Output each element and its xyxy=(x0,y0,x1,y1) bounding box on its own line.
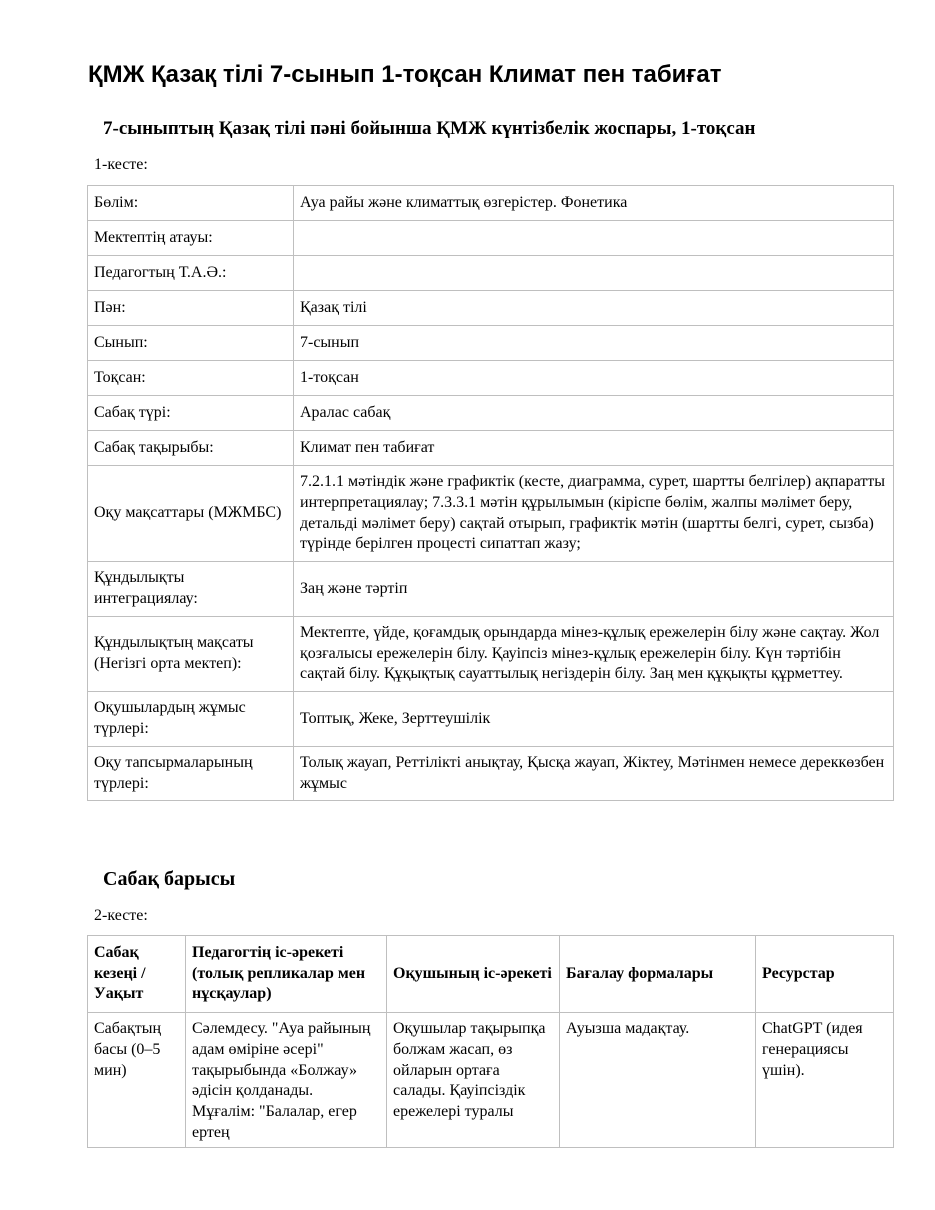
assessment-cell xyxy=(560,1013,756,1148)
page-title: ҚМЖ Қазақ тілі 7-сынып 1-тоқсан Климат пен табиғат xyxy=(88,61,722,88)
table2-caption: 2-кесте: xyxy=(94,907,148,924)
row-label: Құндылықты интеграциялау: xyxy=(88,562,294,617)
table-row xyxy=(88,291,894,326)
document-subtitle: 7-сыныптың Қазақ тілі пәні бойынша ҚМЖ күнтізбелік жоспары, 1-тоқсан xyxy=(103,118,756,139)
cell-text: Оқушылар тақырыпқа болжам жасап, өз ойларын ортаға салады. Қауіпсіздік ережелері туралы xyxy=(393,1020,546,1121)
column-header: Сабақ кезеңі / Уақыт xyxy=(88,936,186,1013)
row-value xyxy=(294,256,894,291)
row-value: Аралас сабақ xyxy=(294,396,894,431)
section-title: Сабақ барысы xyxy=(103,868,236,890)
cell-text: Сабақтың басы (0–5 мин) xyxy=(94,1020,162,1079)
stage-cell xyxy=(88,1013,186,1148)
student-activity-cell xyxy=(387,1013,560,1148)
row-value: Мектепте, үйде, қоғамдық орындарда мінез-құлық ережелерін білу және сақтау. Жол қозғалысы ережелерін білу. Қауіпсіз мінез-құлық ережелерін білу. Күн тәртібін сақтай білу. Құқықтық сауаттылық негіздерін білу. Заң мен құқықты құрметтеу. xyxy=(294,616,894,691)
row-label: Құндылықтың мақсаты (Негізгі орта мектеп): xyxy=(88,616,294,691)
cell-text: Ауызша мадақтау. xyxy=(566,1020,690,1037)
table-row xyxy=(88,616,894,691)
row-label: Бөлім: xyxy=(88,186,294,221)
column-header: Оқушының іс-әрекеті xyxy=(387,936,560,1013)
column-header: Ресурстар xyxy=(756,936,894,1013)
row-label: Пән: xyxy=(88,291,294,326)
row-value: Заң және тәртіп xyxy=(294,562,894,617)
row-value: Климат пен табиғат xyxy=(294,431,894,466)
table-row xyxy=(88,466,894,562)
row-label: Тоқсан: xyxy=(88,361,294,396)
row-label: Оқушылардың жұмыс түрлері: xyxy=(88,692,294,747)
table-row xyxy=(88,186,894,221)
row-value: Топтық, Жеке, Зерттеушілік xyxy=(294,692,894,747)
cell-text: ChatGPT (идея генерациясы үшін). xyxy=(762,1020,863,1079)
table-row xyxy=(88,692,894,747)
row-label: Сабақ түрі: xyxy=(88,396,294,431)
table-row xyxy=(88,256,894,291)
row-value: 7-сынып xyxy=(294,326,894,361)
row-label: Оқу мақсаттары (МЖМБС) xyxy=(88,466,294,562)
table1-caption: 1-кесте: xyxy=(94,156,148,173)
row-value: 7.2.1.1 мәтіндік және графиктік (кесте, диаграмма, сурет, шартты белгілер) ақпаратты интерпретациялау; 7.3.3.1 мәтін құрылымын (кіріспе бөлім, жалпы мәлімет беру, детальді мәлімет беру) сақтай отырып, графиктік мәтін (шартты белгі, сурет, сызба) түрінде берілген процесті сипаттап жазу; xyxy=(294,466,894,562)
row-value: Ауа райы және климаттық өзгерістер. Фонетика xyxy=(294,186,894,221)
row-label: Сынып: xyxy=(88,326,294,361)
table-header-row xyxy=(88,936,894,1013)
column-header: Бағалау формалары xyxy=(560,936,756,1013)
table-row xyxy=(88,1013,894,1148)
table-row xyxy=(88,361,894,396)
table-row xyxy=(88,562,894,617)
lesson-info-table xyxy=(87,185,894,801)
table-row xyxy=(88,326,894,361)
table-row xyxy=(88,431,894,466)
row-value: Толық жауап, Реттілікті анықтау, Қысқа жауап, Жіктеу, Мәтінмен немесе дереккөзбен жұмыс xyxy=(294,746,894,801)
row-value: 1-тоқсан xyxy=(294,361,894,396)
row-value: Қазақ тілі xyxy=(294,291,894,326)
row-label: Оқу тапсырмаларының түрлері: xyxy=(88,746,294,801)
row-label: Педагогтың Т.А.Ә.: xyxy=(88,256,294,291)
table-row xyxy=(88,396,894,431)
lesson-flow-table xyxy=(87,935,894,1148)
table-row xyxy=(88,746,894,801)
row-label: Мектептің атауы: xyxy=(88,221,294,256)
cell-text: Сәлемдесу. "Ауа райының адам өміріне әсері" тақырыбында «Болжау» әдісін қолданады. Мұғалім: "Балалар, егер ертең xyxy=(192,1020,371,1141)
teacher-activity-cell xyxy=(186,1013,387,1148)
column-header: Педагогтің іс-әрекеті (толық репликалар мен нұсқаулар) xyxy=(186,936,387,1013)
row-label: Сабақ тақырыбы: xyxy=(88,431,294,466)
resources-cell xyxy=(756,1013,894,1148)
row-value xyxy=(294,221,894,256)
table-row xyxy=(88,221,894,256)
